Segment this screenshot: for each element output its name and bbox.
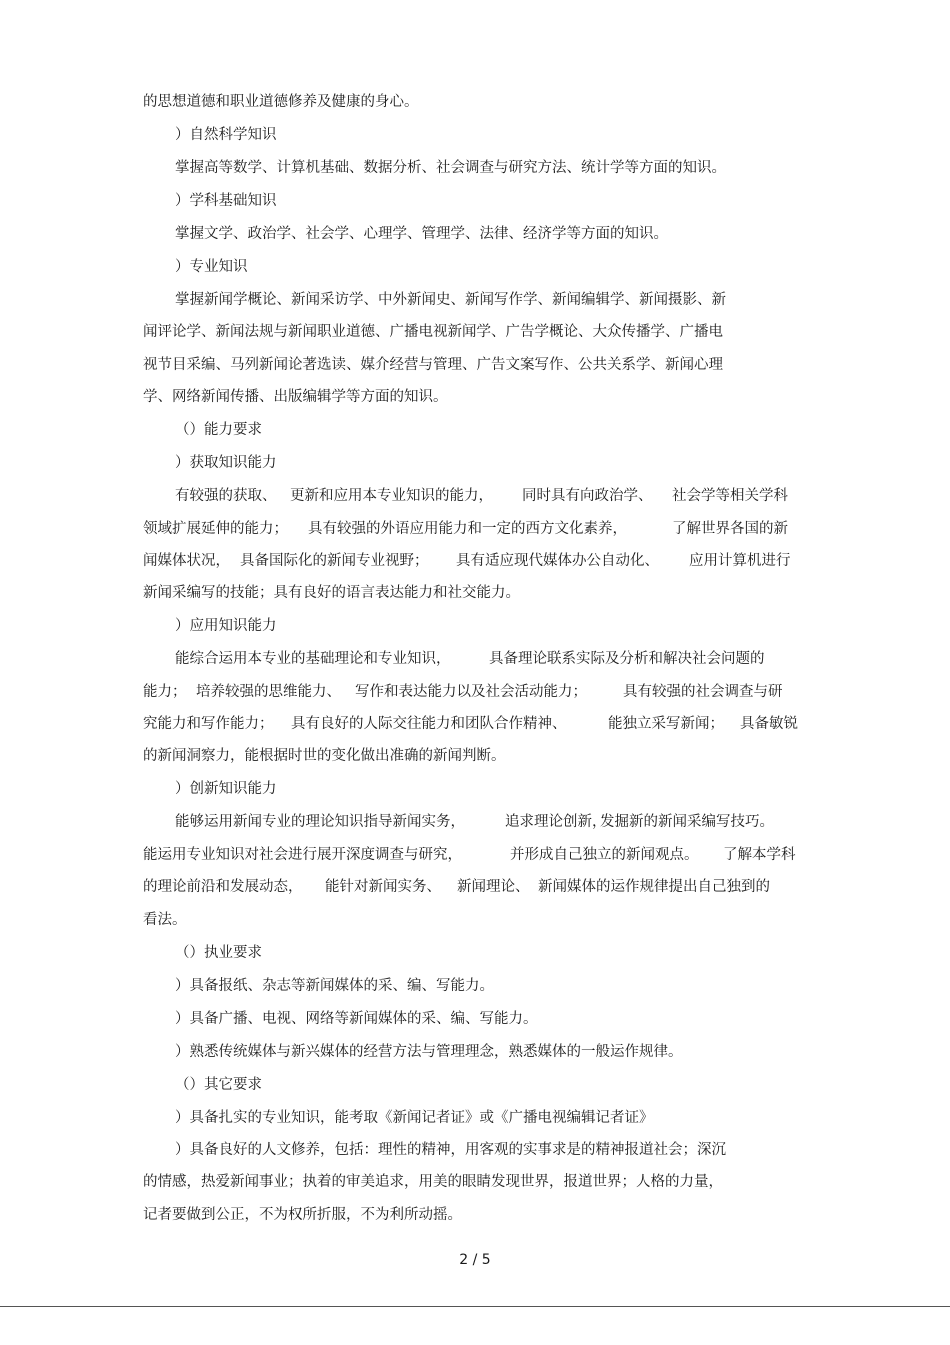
text-segment: 发掘新的新闻采编写技巧。 [600, 814, 774, 830]
text-segment: 追求理论创新， [505, 814, 607, 830]
text-segment: 更新和应用本专业知识的能力， [290, 488, 493, 504]
text-segment: ）具备广播、电视、网络等新闻媒体的采、编、写能力。 [175, 1011, 538, 1027]
text-segment: 闻评论学、新闻法规与新闻职业道德、广播电视新闻学、广告学概论、大众传播学、广播电 [143, 324, 723, 340]
text-segment: 了解本学科 [723, 847, 796, 863]
text-segment: ）具备扎实的专业知识，能考取《新闻记者证》或《广播电视编辑记者证》 [175, 1110, 654, 1126]
text-segment: ）应用知识能力 [175, 618, 277, 634]
text-segment: 的情感，热爱新闻事业；执着的审美追求，用美的眼睛发现世界，报道世界；人格的力量， [143, 1174, 723, 1190]
text-segment: ）熟悉传统媒体与新兴媒体的经营方法与管理理念，熟悉媒体的一般运作规律。 [175, 1044, 683, 1060]
text-segment: 掌握新闻学概论、新闻采访学、中外新闻史、新闻写作学、新闻编辑学、新闻摄影、新 [175, 292, 726, 308]
text-segment: 的理论前沿和发展动态， [143, 879, 303, 895]
text-segment: 能力； [143, 684, 187, 700]
text-segment: 新闻媒体的运作规律提出自己独到的 [538, 879, 770, 895]
text-segment: 领域扩展延伸的能力； [143, 521, 288, 537]
text-segment: 具有适应现代媒体办公自动化、 [456, 553, 659, 569]
text-segment: 视节目采编、马列新闻论著选读、媒介经营与管理、广告文案写作、公共关系学、新闻心理 [143, 357, 723, 373]
text-segment: 有较强的获取、 [175, 488, 277, 504]
text-segment: 能针对新闻实务、 [325, 879, 441, 895]
text-segment: 新闻采编写的技能；具有良好的语言表达能力和社交能力。 [143, 585, 520, 601]
text-segment: （）执业要求 [175, 945, 262, 961]
text-segment: ）具备良好的人文修养，包括：理性的精神，用客观的实事求是的精神报道社会；深沉 [175, 1142, 726, 1158]
text-segment: 写作和表达能力以及社会活动能力； [355, 684, 587, 700]
page-divider [0, 1306, 950, 1307]
text-segment: （）其它要求 [175, 1077, 262, 1093]
text-segment: ）具备报纸、杂志等新闻媒体的采、编、写能力。 [175, 978, 494, 994]
text-segment: 究能力和写作能力； [143, 716, 274, 732]
text-segment: 闻媒体状况， [143, 553, 230, 569]
text-segment: 学、网络新闻传播、出版编辑学等方面的知识。 [143, 389, 448, 405]
text-segment: 社会学等相关学科 [672, 488, 788, 504]
text-segment: ）获取知识能力 [175, 455, 277, 471]
text-segment: 并形成自己独立的新闻观点。 [510, 847, 699, 863]
text-segment: 的新闻洞察力，能根据时世的变化做出准确的新闻判断。 [143, 748, 506, 764]
text-segment: 能综合运用本专业的基础理论和专业知识， [175, 651, 451, 667]
text-segment: 具有较强的社会调查与研 [623, 684, 783, 700]
text-segment: 具有较强的外语应用能力和一定的西方文化素养， [308, 521, 627, 537]
text-segment: 新闻理论、 [457, 879, 530, 895]
page-number: 2 / 5 [459, 1252, 491, 1268]
text-segment: ）创新知识能力 [175, 781, 277, 797]
text-segment: 应用计算机进行 [689, 553, 791, 569]
text-segment: 了解世界各国的新 [672, 521, 788, 537]
text-segment: 能独立采写新闻； [608, 716, 724, 732]
text-segment: 能运用专业知识对社会进行展开深度调查与研究， [143, 847, 462, 863]
text-segment: 同时具有向政治学、 [522, 488, 653, 504]
text-segment: 记者要做到公正，不为权所折服，不为利所动摇。 [143, 1207, 462, 1223]
text-segment: 具有良好的人际交往能力和团队合作精神、 [291, 716, 567, 732]
text-segment: ）学科基础知识 [175, 193, 277, 209]
text-segment: ）自然科学知识 [175, 127, 277, 143]
text-segment: 培养较强的思维能力、 [196, 684, 341, 700]
text-segment: （）能力要求 [175, 422, 262, 438]
text-segment: 掌握高等数学、计算机基础、数据分析、社会调查与研究方法、统计学等方面的知识。 [175, 160, 726, 176]
text-segment: 掌握文学、政治学、社会学、心理学、管理学、法律、经济学等方面的知识。 [175, 226, 668, 242]
text-segment: 能够运用新闻专业的理论知识指导新闻实务， [175, 814, 465, 830]
text-segment: 具备国际化的新闻专业视野； [240, 553, 429, 569]
text-segment: 具备理论联系实际及分析和解决社会问题的 [489, 651, 765, 667]
text-segment: 的思想道德和职业道德修养及健康的身心。 [143, 94, 419, 110]
text-segment: 看法。 [143, 912, 187, 928]
text-segment: 具备敏锐 [740, 716, 798, 732]
text-segment: ）专业知识 [175, 259, 248, 275]
